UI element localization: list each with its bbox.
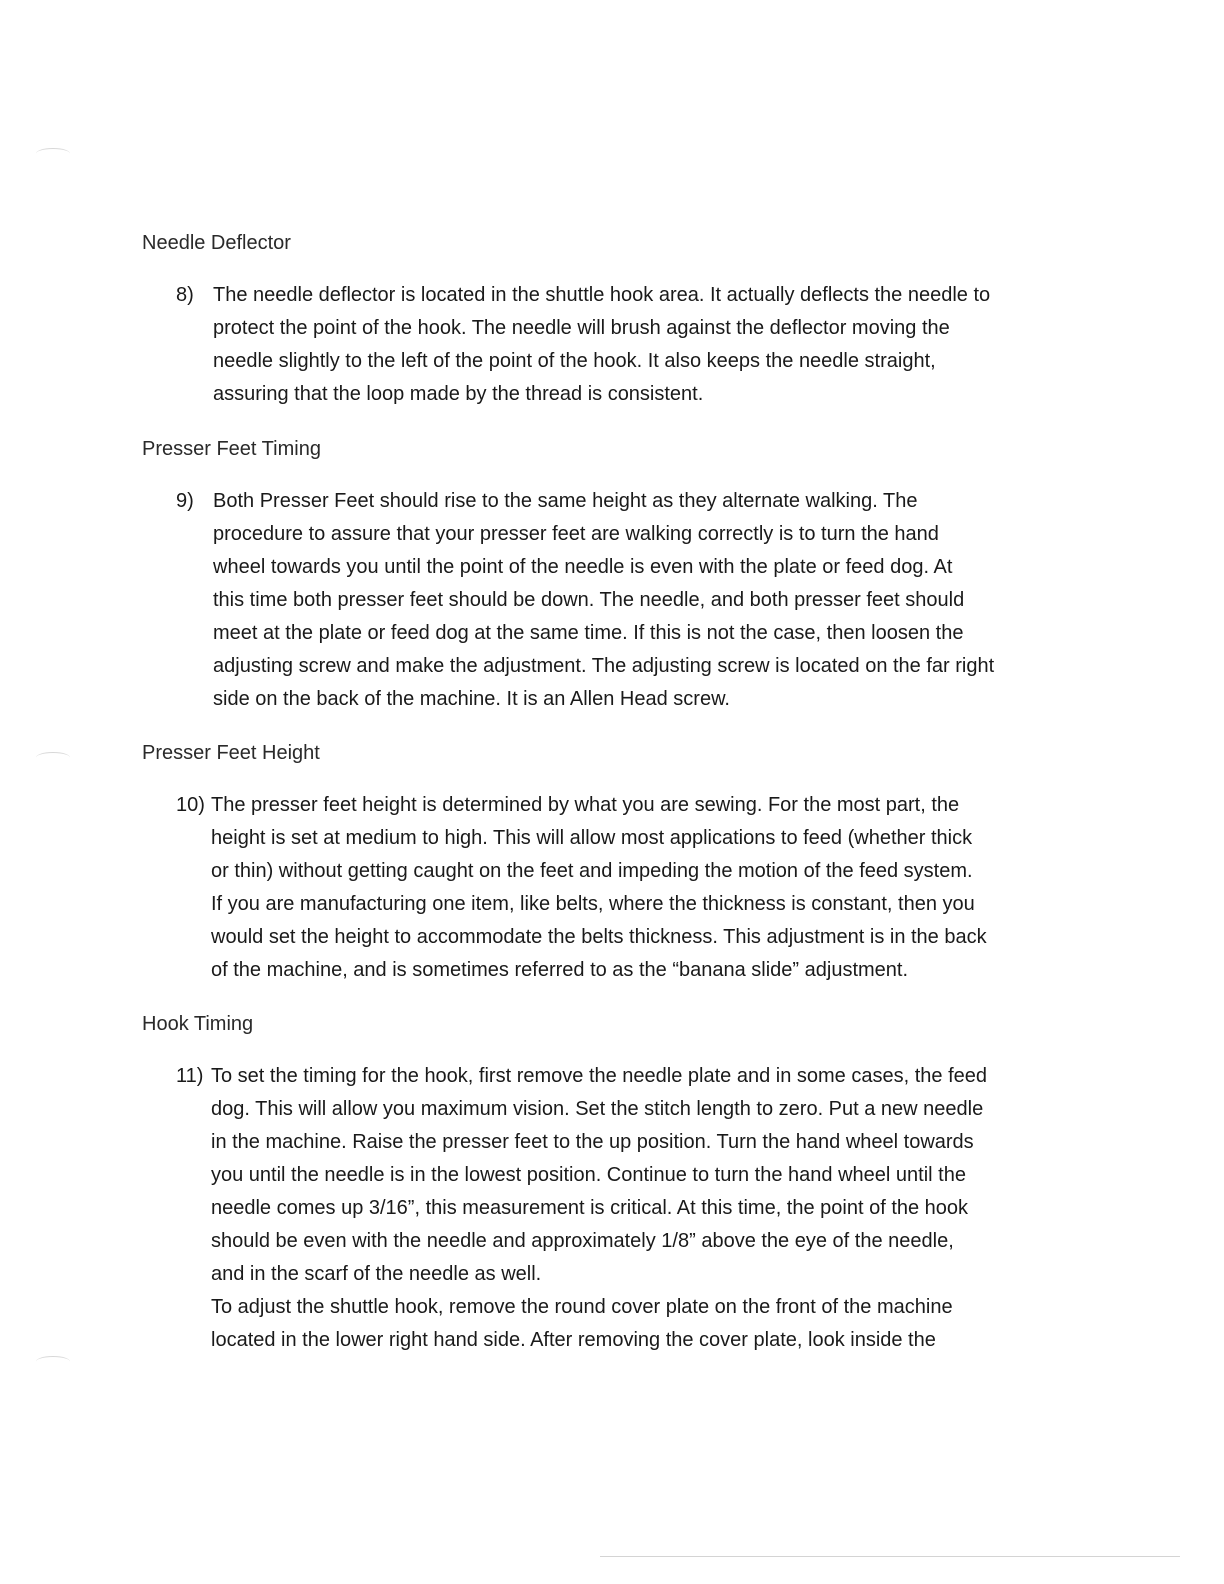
text-line: would set the height to accommodate the belts thickness. This adjustment is in the back [211,926,987,948]
text-line: protect the point of the hook. The needle will brush against the deflector moving the [213,317,950,339]
text-line: height is set at medium to high. This will allow most applications to feed (whether thick [211,827,973,849]
text-line: Both Presser Feet should rise to the same height as they alternate walking. The [213,490,918,512]
section-heading: Hook Timing [142,1013,254,1035]
text-line: The presser feet height is determined by what you are sewing. For the most part, the [211,794,960,816]
text-line: meet at the plate or feed dog at the same time. If this is not the case, then loosen the [213,622,964,644]
item-body [211,1060,1076,1357]
scan-edge-line [600,1556,1180,1557]
section-heading: Presser Feet Timing [142,438,321,460]
text-line: you until the needle is in the lowest position. Continue to turn the hand wheel until the [211,1164,966,1186]
text-line: needle slightly to the left of the point of the hook. It also keeps the needle straight, [213,350,936,372]
text-line: in the machine. Raise the presser feet to the up position. Turn the hand wheel towards [211,1131,974,1153]
item-body [213,279,1076,411]
list-item [176,485,1076,716]
text-line: procedure to assure that your presser feet are walking correctly is to turn the hand [213,523,939,545]
list-item [176,1060,1076,1357]
scan-mark [36,1356,70,1367]
text-line: needle comes up 3/16”, this measurement is critical. At this time, the point of the hook [211,1197,969,1219]
item-number: 10) [176,794,205,816]
text-line: To set the timing for the hook, first remove the needle plate and in some cases, the feed [211,1065,987,1087]
text-line: To adjust the shuttle hook, remove the round cover plate on the front of the machine [211,1296,953,1318]
scan-mark [36,148,70,159]
section-heading: Presser Feet Height [142,742,320,764]
text-line: If you are manufacturing one item, like belts, where the thickness is constant, then you [211,893,975,915]
text-line: this time both presser feet should be down. The needle, and both presser feet should [213,589,965,611]
item-body [211,789,1076,987]
text-line: The needle deflector is located in the shuttle hook area. It actually deflects the needle to [213,284,991,306]
list-item [176,789,1076,987]
item-number: 11) [176,1065,204,1087]
item-body [213,485,1076,716]
text-line: should be even with the needle and approximately 1/8” above the eye of the needle, [211,1230,954,1252]
item-number: 9) [176,490,194,512]
text-line: adjusting screw and make the adjustment. The adjusting screw is located on the far right [213,655,995,677]
text-line: side on the back of the machine. It is an Allen Head screw. [213,688,730,710]
text-line: and in the scarf of the needle as well. [211,1263,542,1285]
text-line: dog. This will allow you maximum vision. Set the stitch length to zero. Put a new needle [211,1098,984,1120]
item-number: 8) [176,284,194,306]
section-heading: Needle Deflector [142,232,291,254]
text-line: assuring that the loop made by the thread is consistent. [213,383,704,405]
text-line: located in the lower right hand side. After removing the cover plate, look inside the [211,1329,936,1351]
list-item [176,279,1076,411]
scan-mark [36,752,70,763]
text-line: of the machine, and is sometimes referred to as the “banana slide” adjustment. [211,959,909,981]
text-line: or thin) without getting caught on the feet and impeding the motion of the feed system. [211,860,973,882]
text-line: wheel towards you until the point of the needle is even with the plate or feed dog. At [213,556,953,578]
